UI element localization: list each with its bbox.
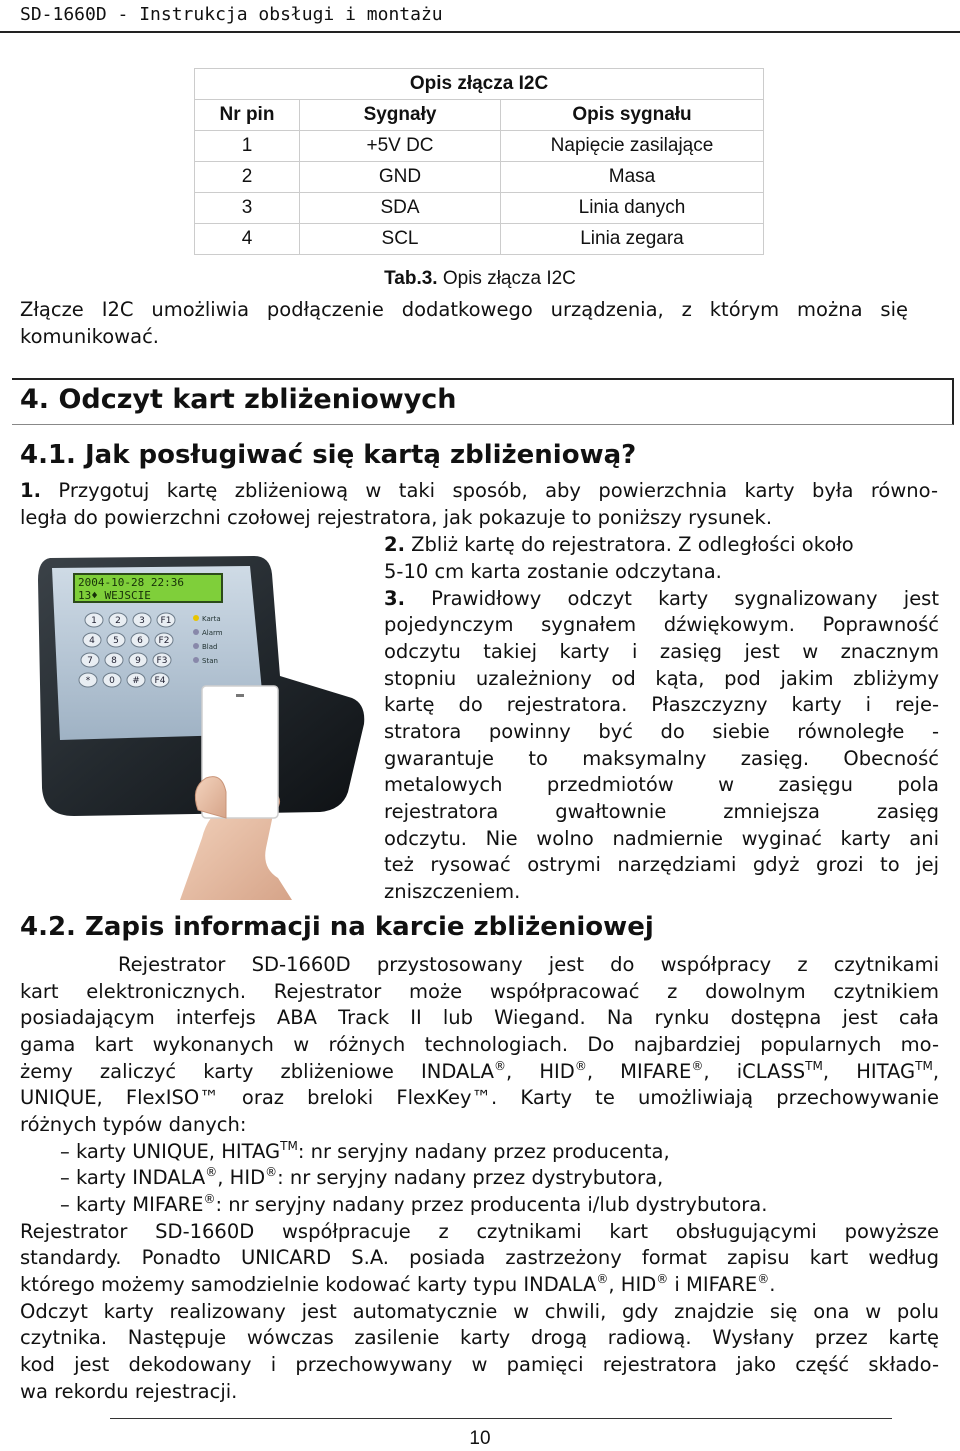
- reg-mark: ®: [265, 1165, 278, 1179]
- intro-line: Złącze I2C umożliwia podłączenie dodatkowego urządzenia, z którym można się: [20, 298, 908, 321]
- body-line: wa rekordu rejestracji.: [20, 1380, 238, 1403]
- keypad-key-label: F3: [156, 656, 168, 666]
- reg-mark: ®: [757, 1272, 770, 1286]
- step-2-line: [384, 532, 854, 559]
- body-line: Rejestrator SD-1660D przystosowany jest do współpracy z czytnikami: [118, 953, 939, 976]
- column-header: Opis sygnału: [501, 100, 764, 131]
- step-number: 1.: [20, 479, 41, 502]
- keypad-key-label: 5: [113, 636, 119, 646]
- body-line: kod jest dekodowany i przechowywany w pamięci rejestratora jako część składo-: [20, 1353, 939, 1376]
- section-4-title: 4. Odczyt kart zbliżeniowych: [20, 384, 457, 415]
- table-row: [195, 131, 764, 162]
- caption-text: Opis złącza I2C: [437, 268, 576, 289]
- table-cell: Masa: [501, 162, 764, 193]
- section-4-1-title: 4.1. Jak posługiwać się kartą zbliżeniową?: [20, 440, 637, 470]
- text: , MIFARE: [586, 1060, 692, 1083]
- step-3-line: też rysować ostrymi narzędziami gdyż grozi to jej: [384, 853, 939, 876]
- led-label: Stan: [202, 657, 218, 665]
- table-cell: GND: [300, 162, 501, 193]
- lcd-line-1: 2004-10-28 22:36: [78, 576, 184, 589]
- keypad-key-label: 4: [89, 636, 95, 646]
- section-4-2-title: 4.2. Zapis informacji na karcie zbliżeniowej: [20, 912, 654, 942]
- caption-label: Tab.3.: [384, 268, 438, 289]
- text: którego możemy samodzielnie kodować karty typu INDALA: [20, 1273, 597, 1296]
- text: , HID: [608, 1273, 657, 1296]
- text: – karty MIFARE: [60, 1193, 204, 1216]
- step-text: Prawidłowy odczyt karty sygnalizowany jest: [404, 587, 939, 610]
- step-3-line: odczytu takiej karty i zasięg jest w znacznym: [384, 640, 939, 663]
- tm-mark: TM: [805, 1059, 823, 1073]
- reg-mark: ®: [596, 1272, 609, 1286]
- keypad-key-label: 8: [111, 656, 117, 666]
- intro-line: komunikować.: [20, 325, 160, 348]
- text: żemy zaliczyć karty zbliżeniowe INDALA: [20, 1060, 495, 1083]
- tm-mark: TM: [280, 1139, 298, 1153]
- step-3-line: gwarantuje to maksymalny zasięg. Obecność: [384, 747, 939, 770]
- keypad-key-label: F4: [154, 676, 166, 686]
- keypad-key-label: 9: [135, 656, 141, 666]
- body-line: kart elektronicznych. Rejestrator może współpracować z dowolnym czytnikiem: [20, 980, 939, 1003]
- i2c-connector-table: [194, 68, 764, 255]
- reg-mark: ®: [494, 1059, 507, 1073]
- bullet-item: [60, 1192, 767, 1219]
- text: , HID: [217, 1166, 266, 1189]
- text: : nr seryjny nadany przez producenta i/lub dystrybutora.: [215, 1193, 768, 1216]
- step-text: Zbliż kartę do rejestratora. Z odległości około: [404, 533, 854, 556]
- body-line: posiadającym interfejs ABA Track II lub Wiegand. Na rynku dostępna jest cała: [20, 1006, 939, 1029]
- step-3-line: [384, 586, 939, 613]
- reg-mark: ®: [203, 1192, 216, 1206]
- led-label: Blad: [202, 643, 218, 651]
- led-label: Karta: [202, 615, 221, 623]
- table-row: [195, 193, 764, 224]
- keypad-key-label: *: [85, 676, 91, 686]
- table-cell: 3: [195, 193, 300, 224]
- table-cell: Linia danych: [501, 193, 764, 224]
- step-text: Przygotuj kartę zbliżeniową w taki sposób, aby powierzchnia karty była równo-: [40, 479, 938, 502]
- lcd-line-2: 13♦ WEJSCIE: [78, 589, 151, 602]
- body-line: [20, 1272, 775, 1299]
- table-cell: +5V DC: [300, 131, 501, 162]
- text: – karty UNIQUE, HITAG: [60, 1140, 281, 1163]
- column-header: Nr pin: [195, 100, 300, 131]
- step-1-line: [20, 478, 938, 505]
- step-3-line: zniszczeniem.: [384, 880, 521, 903]
- text: .: [769, 1273, 776, 1296]
- step-3-line: stopniu uzależniony od kąta, pod jakim zbliżymy: [384, 667, 939, 690]
- text: , HITAG: [822, 1060, 916, 1083]
- page-number: 10: [469, 1428, 491, 1449]
- step-number: 3.: [384, 587, 405, 610]
- text: ,: [932, 1060, 940, 1083]
- keypad-key-label: F1: [160, 616, 172, 626]
- led-label: Alarm: [202, 629, 223, 637]
- step-3-line: kartę do rejestratora. Płaszczyzny karty i reje-: [384, 693, 939, 716]
- device-card-photo: [30, 548, 370, 900]
- column-header: Sygnały: [300, 100, 501, 131]
- step-1-line: legła do powierzchni czołowej rejestratora, jak pokazuje to poniższy rysunek.: [20, 506, 773, 529]
- header-rule: [0, 31, 960, 33]
- table-header-row: [195, 100, 764, 131]
- body-line: [20, 1059, 939, 1086]
- step-3-line: odczytu. Nie wolno nadmiernie wyginać karty ani: [384, 827, 939, 850]
- table-cell: Napięcie zasilające: [501, 131, 764, 162]
- step-number: 2.: [384, 533, 405, 556]
- body-line: Odczyt karty realizowany jest automatycznie w chwili, gdy znajdzie się ona w polu: [20, 1300, 939, 1323]
- footer-rule: [110, 1418, 892, 1419]
- keypad-key-label: F2: [158, 636, 170, 646]
- body-line: Rejestrator SD-1660D współpracuje z czytnikami kart obsługującymi powyższe: [20, 1220, 939, 1243]
- keypad-key-label: 1: [91, 616, 97, 626]
- step-3-line: metalowych przedmiotów w zasięgu pola: [384, 773, 939, 796]
- bullet-item: [60, 1165, 663, 1192]
- reg-mark: ®: [205, 1165, 218, 1179]
- body-line: UNIQUE, FlexISO™ oraz breloki FlexKey™. Karty te umożliwiają przechowywanie: [20, 1086, 939, 1109]
- keypad-key-label: 6: [137, 636, 143, 646]
- table-cell: 1: [195, 131, 300, 162]
- table-title-row: [195, 69, 764, 100]
- step-3-line: rejestratora gwałtownie zmniejsza zasięg: [384, 800, 939, 823]
- page-header: SD-1660D - Instrukcja obsługi i montażu: [20, 4, 443, 25]
- step-2-line: 5-10 cm karta zostanie odczytana.: [384, 560, 722, 583]
- table-cell: SDA: [300, 193, 501, 224]
- body-line: gama kart wykonanych w różnych technologiach. Do najbardziej popularnych mo-: [20, 1033, 939, 1056]
- tm-mark: TM: [915, 1059, 933, 1073]
- body-line: czytnika. Następuje wówczas zasilenie karty drogą radiową. Wysłany przez kartę: [20, 1326, 939, 1349]
- table-cell: SCL: [300, 224, 501, 255]
- text: i MIFARE: [668, 1273, 758, 1296]
- reg-mark: ®: [656, 1272, 669, 1286]
- body-line: różnych typów danych:: [20, 1113, 247, 1136]
- keypad-key-label: 0: [109, 676, 115, 686]
- text: : nr seryjny nadany przez producenta,: [297, 1140, 670, 1163]
- step-3-line: pojedynczym sygnałem dźwiękowym. Poprawność: [384, 613, 939, 636]
- table-title: Opis złącza I2C: [195, 69, 764, 100]
- keypad-key-label: #: [132, 676, 140, 686]
- keypad-key-label: 3: [139, 616, 145, 626]
- reg-mark: ®: [691, 1059, 704, 1073]
- reg-mark: ®: [574, 1059, 587, 1073]
- bullet-item: [60, 1139, 670, 1166]
- body-line: standardy. Ponadto UNICARD S.A. posiada zastrzeżony format zapisu kart według: [20, 1246, 939, 1269]
- table-caption: [0, 268, 960, 290]
- text: : nr seryjny nadany przez dystrybutora,: [277, 1166, 664, 1189]
- text: , iCLASS: [703, 1060, 806, 1083]
- table-cell: Linia zegara: [501, 224, 764, 255]
- text: , HID: [506, 1060, 575, 1083]
- keypad-key-label: 7: [87, 656, 93, 666]
- table-row: [195, 224, 764, 255]
- table-row: [195, 162, 764, 193]
- keypad-key-label: 2: [115, 616, 121, 626]
- card-slot: [236, 694, 244, 697]
- step-3-line: stratora powinny być do siebie równoległe -: [384, 720, 939, 743]
- text: – karty INDALA: [60, 1166, 206, 1189]
- table-cell: 2: [195, 162, 300, 193]
- table-cell: 4: [195, 224, 300, 255]
